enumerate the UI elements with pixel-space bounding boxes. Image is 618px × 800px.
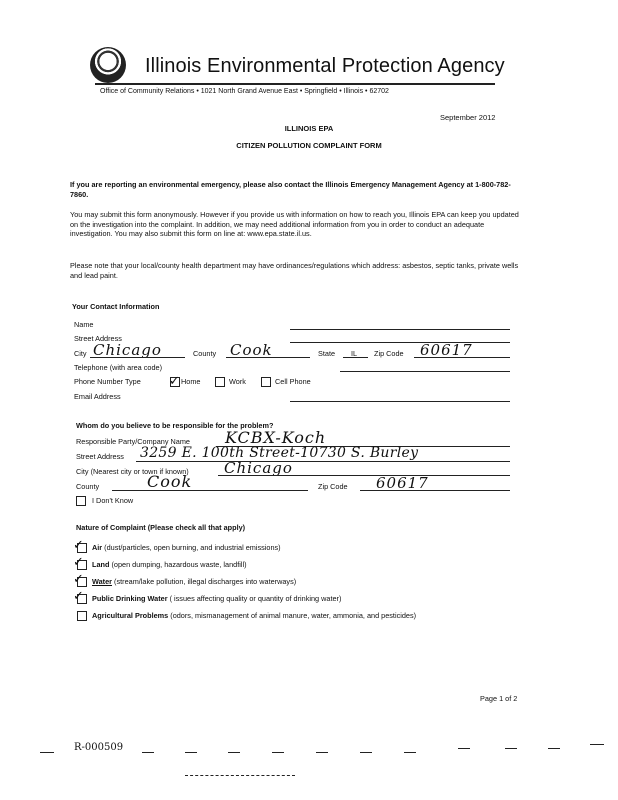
header-rule — [95, 83, 495, 85]
nature-drinking-water-desc: ( issues affecting quality or quantity of drinking water) — [167, 594, 342, 603]
responsible-city-line — [218, 475, 510, 476]
nature-land-title: Land — [92, 560, 110, 569]
scan-dash — [40, 752, 54, 753]
nature-drinking-water-label — [92, 594, 341, 603]
nature-drinking-water-title: Public Drinking Water — [92, 594, 168, 603]
page-number: Page 1 of 2 — [480, 694, 518, 703]
responsible-street-line — [136, 461, 510, 462]
dont-know-checkbox[interactable] — [76, 496, 86, 506]
contact-zip-value[interactable]: 60617 — [420, 341, 473, 359]
phone-type-home-label: Home — [181, 377, 201, 386]
checkmark-icon: ✓ — [73, 554, 84, 569]
contact-city-value[interactable]: Chicago — [93, 341, 162, 359]
contact-name-field[interactable] — [290, 329, 510, 330]
contact-state-line — [343, 357, 368, 358]
agency-name: Illinois Environmental Protection Agency — [145, 55, 505, 77]
responsible-county-line — [112, 490, 308, 491]
checkmark-icon: ✓ — [73, 537, 84, 552]
contact-street-label: Street Address — [74, 334, 122, 343]
phone-type-work-label: Work — [229, 377, 246, 386]
scan-dash — [316, 752, 328, 753]
responsible-city-label: City (Nearest city or town if known) — [76, 467, 189, 476]
responsible-zip-value[interactable]: 60617 — [376, 474, 429, 492]
nature-air-title: Air — [92, 543, 103, 552]
checkmark-icon: ✓ — [73, 571, 84, 586]
nature-land-label — [92, 560, 247, 569]
contact-email-field[interactable] — [290, 401, 510, 402]
phone-type-work-checkbox[interactable] — [215, 377, 225, 387]
phone-type-cell-checkbox[interactable] — [261, 377, 271, 387]
form-date: September 2012 — [440, 113, 496, 122]
office-address-line: Office of Community Relations • 1021 North Grand Avenue East • Springfield • Illinois • 62702 — [100, 88, 389, 95]
contact-city-label: City — [74, 349, 87, 358]
nature-heading: Nature of Complaint (Please check all that apply) — [76, 523, 246, 532]
nature-agricultural-checkbox[interactable] — [77, 611, 87, 621]
contact-street-field[interactable] — [290, 342, 510, 343]
agency-seal-icon — [90, 47, 126, 83]
responsible-street-value[interactable]: 3259 E. 100th Street-10730 S. Burley — [140, 445, 419, 461]
dont-know-label: I Don't Know — [92, 496, 134, 505]
emergency-notice: If you are reporting an environmental emergency, please also contact the Illinois Emergency Management Agency at 1-800-782-7860. — [70, 180, 511, 199]
phone-type-label: Phone Number Type — [74, 377, 141, 386]
responsible-zip-label: Zip Code — [318, 482, 348, 491]
scan-dash — [505, 748, 517, 749]
scan-dash — [548, 748, 560, 749]
nature-air-desc: (dust/particles, open burning, and industrial emissions) — [102, 543, 281, 552]
responsible-street-label: Street Address — [76, 452, 124, 461]
party-value[interactable]: KCBX-Koch — [225, 428, 327, 447]
scan-dash — [185, 752, 197, 753]
contact-email-label: Email Address — [74, 392, 121, 401]
form-title-agency: ILLINOIS EPA — [284, 124, 334, 133]
scan-dash — [404, 752, 416, 753]
scan-dash — [360, 752, 372, 753]
nature-water-label — [92, 577, 296, 586]
form-title: CITIZEN POLLUTION COMPLAINT FORM — [236, 141, 382, 150]
contact-city-line — [90, 357, 185, 358]
scan-dash — [142, 752, 154, 753]
checkmark-icon: ✓ — [169, 373, 180, 388]
scan-dash — [272, 752, 284, 753]
nature-air-label — [92, 543, 281, 552]
checkmark-icon: ✓ — [73, 588, 84, 603]
responsible-county-label: County — [76, 482, 100, 491]
responsible-zip-line — [360, 490, 510, 491]
phone-type-cell-label: Cell Phone — [275, 377, 311, 386]
scan-dash — [185, 775, 295, 776]
contact-zip-line — [414, 357, 510, 358]
nature-agricultural-title: Agricultural Problems — [92, 611, 169, 620]
contact-state-value[interactable]: IL — [351, 349, 358, 358]
party-label: Responsible Party/Company Name — [76, 437, 190, 446]
scan-dash — [458, 748, 470, 749]
responsible-heading: Whom do you believe to be responsible for the problem? — [76, 421, 274, 430]
contact-heading: Your Contact Information — [72, 302, 160, 311]
nature-water-desc: (stream/lake pollution, illegal discharges into waterways) — [112, 577, 297, 586]
contact-zip-label: Zip Code — [374, 349, 404, 358]
nature-agricultural-label — [92, 611, 416, 620]
nature-land-desc: (open dumping, hazardous waste, landfill) — [109, 560, 247, 569]
contact-name-label: Name — [74, 320, 94, 329]
nature-water-title: Water — [92, 577, 113, 586]
responsible-city-value[interactable]: Chicago — [224, 459, 293, 477]
contact-county-label: County — [193, 349, 217, 358]
contact-county-value[interactable]: Cook — [230, 341, 273, 359]
contact-phone-label: Telephone (with area code) — [74, 363, 163, 372]
scan-dash — [228, 752, 240, 753]
contact-state-label: State — [318, 349, 336, 358]
scan-dash — [590, 744, 604, 745]
nature-agricultural-desc: (odors, mismanagement of animal manure, water, ammonia, and pesticides) — [168, 611, 417, 620]
anonymous-notice: You may submit this form anonymously. However if you provide us with information on how to reach you, Illinois EPA can keep you updated on the investigation into the complaint. In addition, we may need additional information from you in order to conduct an adequate investigation. You may also submit this form on line at: www.epa.state.il.us. — [70, 210, 519, 239]
bates-number: R-000509 — [74, 742, 124, 753]
contact-county-line — [226, 357, 310, 358]
responsible-county-value[interactable]: Cook — [147, 472, 193, 491]
contact-phone-field[interactable] — [340, 371, 510, 372]
health-dept-notice: Please note that your local/county health department may have ordinances/regulations which address: asbestos, septic tanks, private wells and lead paint. — [70, 261, 519, 280]
